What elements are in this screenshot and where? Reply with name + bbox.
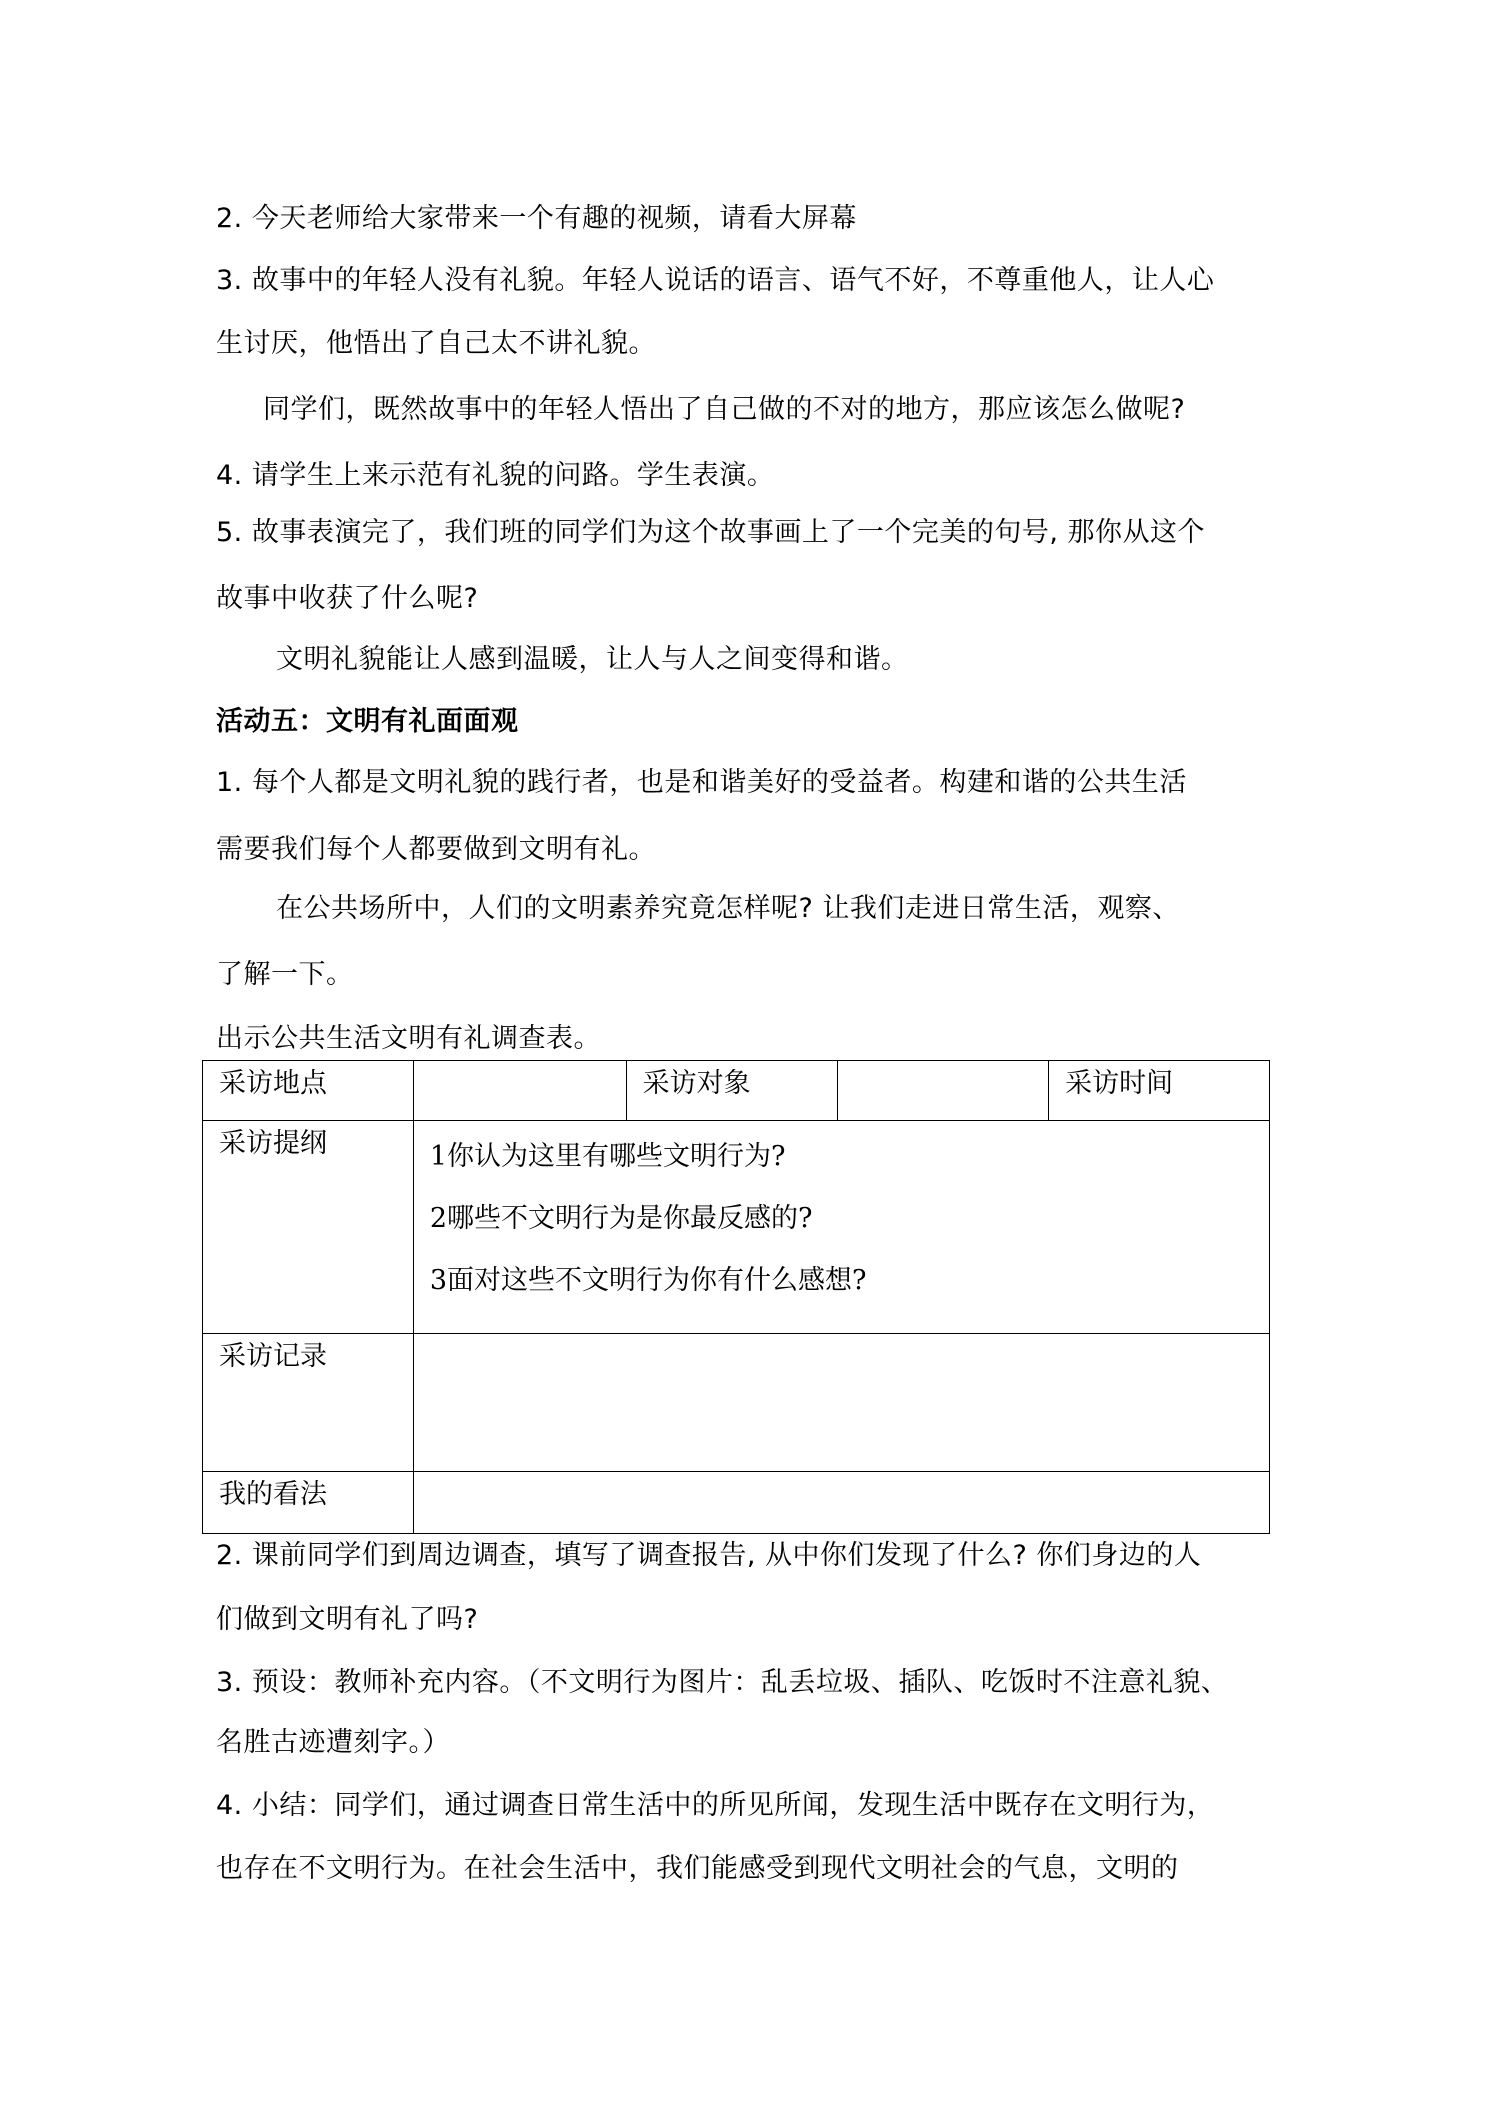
- paragraph-line: 4. 请学生上来示范有礼貌的问路。学生表演。: [216, 460, 775, 491]
- paragraph-line: 名胜古迹遭刻字。）: [216, 1727, 450, 1758]
- section-heading: 活动五：文明有礼面面观: [216, 706, 519, 737]
- table-row: [203, 1061, 1270, 1121]
- paragraph-line: 5. 故事表演完了，我们班的同学们为这个故事画上了一个完美的句号, 那你从这个: [216, 517, 1206, 548]
- survey-table: [202, 1060, 1270, 1534]
- paragraph-line: 了解一下。: [216, 959, 354, 990]
- paragraph-line: 们做到文明有礼了吗?: [216, 1604, 479, 1635]
- subject-value: [838, 1061, 1049, 1121]
- paragraph-line: 文明礼貌能让人感到温暖，让人与人之间变得和谐。: [276, 644, 909, 675]
- table-row: [203, 1121, 1270, 1334]
- paragraph-line: 3. 故事中的年轻人没有礼貌。年轻人说话的语言、语气不好，不尊重他人，让人心: [216, 265, 1215, 296]
- paragraph-line: 也存在不文明行为。在社会生活中，我们能感受到现代文明社会的气息，文明的: [216, 1853, 1179, 1884]
- location-label: 采访地点: [203, 1061, 414, 1121]
- paragraph-line: 2. 课前同学们到周边调查，填写了调查报告, 从中你们发现了什么? 你们身边的人: [216, 1540, 1202, 1571]
- outline-item: 3面对这些不文明行为你有什么感想?: [429, 1265, 867, 1296]
- paragraph-line: 生讨厌，他悟出了自己太不讲礼貌。: [216, 328, 656, 359]
- opinion-label: 我的看法: [203, 1472, 414, 1534]
- paragraph-line: 2. 今天老师给大家带来一个有趣的视频，请看大屏幕: [216, 203, 857, 234]
- table-row: [203, 1472, 1270, 1534]
- paragraph-line: 在公共场所中，人们的文明素养究竟怎样呢? 让我们走进日常生活，观察、: [276, 893, 1180, 924]
- record-label: 采访记录: [203, 1334, 414, 1472]
- opinion-value: [413, 1472, 1269, 1534]
- paragraph-line: 4. 小结：同学们，通过调查日常生活中的所见所闻，发现生活中既存在文明行为，: [216, 1790, 1215, 1821]
- record-value: [413, 1334, 1269, 1472]
- table-row: [203, 1334, 1270, 1472]
- paragraph-line: 需要我们每个人都要做到文明有礼。: [216, 834, 656, 865]
- outline-item: 1你认为这里有哪些文明行为?: [429, 1141, 786, 1172]
- paragraph-line: 同学们，既然故事中的年轻人悟出了自己做的不对的地方，那应该怎么做呢?: [263, 394, 1186, 425]
- paragraph-line: 1. 每个人都是文明礼貌的践行者，也是和谐美好的受益者。构建和谐的公共生活: [216, 767, 1187, 798]
- paragraph-line: 3. 预设：教师补充内容。（不文明行为图片：乱丢垃圾、插队、吃饭时不注意礼貌、: [216, 1667, 1229, 1698]
- paragraph-line: 出示公共生活文明有礼调查表。: [216, 1023, 601, 1054]
- outline-content: [413, 1121, 1269, 1334]
- outline-label: 采访提纲: [203, 1121, 414, 1334]
- outline-item: 2哪些不文明行为是你最反感的?: [429, 1203, 813, 1234]
- location-value: [413, 1061, 626, 1121]
- time-label: 采访时间: [1049, 1061, 1270, 1121]
- paragraph-line: 故事中收获了什么呢?: [216, 583, 479, 614]
- subject-label: 采访对象: [626, 1061, 838, 1121]
